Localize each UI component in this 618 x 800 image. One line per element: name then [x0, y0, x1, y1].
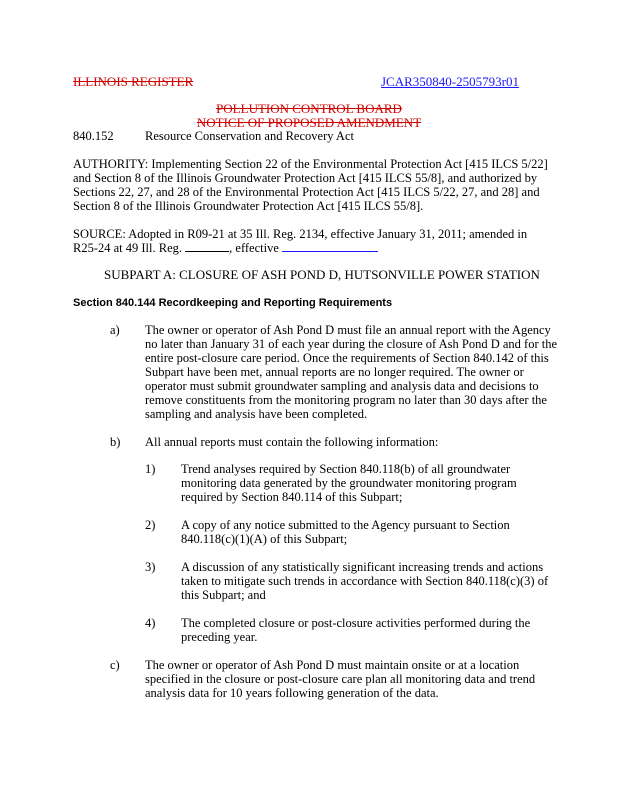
subitem-1-line-3: required by Section 840.114 of this Subpart;	[181, 490, 403, 504]
jcar-code[interactable]: JCAR350840-2505793r01	[381, 74, 519, 89]
subpart-title: SUBPART A: CLOSURE OF ASH POND D, HUTSONVILLE POWER STATION	[104, 267, 540, 282]
section-heading: Section 840.144 Recordkeeping and Reporting Requirements	[73, 297, 393, 309]
source-effective-text: , effective	[229, 241, 283, 255]
item-a-line-2: no later than January 31 of each year during the closure of Ash Pond D and for the	[145, 337, 558, 351]
authority-line-4: Section 8 of the Illinois Groundwater Protection Act [415 ILCS 55/8].	[73, 199, 424, 213]
subitem-4-line-1: The completed closure or post-closure activities performed during the	[181, 616, 531, 630]
item-a-line-6: remove constituents from the monitoring program no later than 30 days after the	[145, 393, 547, 407]
subitem-1-line-2: monitoring data generated by the groundwater monitoring program	[181, 476, 517, 490]
subitem-2-line-2: 840.118(c)(1)(A) of this Subpart;	[181, 532, 348, 546]
authority-line-3: Sections 22, 27, and 28 of the Environmental Protection Act [415 ILCS 5/22, 27, and 28] and	[73, 185, 540, 199]
register-title: ILLINOIS REGISTER	[73, 74, 194, 89]
subitem-2-line-1: A copy of any notice submitted to the Agency pursuant to Section	[181, 518, 510, 532]
subitem-4-line-2: preceding year.	[181, 630, 258, 644]
subitem-4-marker: 4)	[145, 616, 156, 630]
source-line-2	[73, 241, 378, 255]
subitem-1-marker: 1)	[145, 462, 156, 476]
effective-date-blank	[282, 251, 378, 252]
item-a-line-3: entire post-closure care period. Once the requirements of Section 840.142 of this	[145, 351, 549, 365]
notice-amendment: NOTICE OF PROPOSED AMENDMENT	[196, 115, 422, 130]
item-c-line-3: analysis data for 10 years following generation of the data.	[145, 686, 439, 700]
item-a-line-5: operator must submit groundwater sampling and analysis data and decisions to	[145, 379, 539, 393]
authority-line-1: AUTHORITY: Implementing Section 22 of the Environmental Protection Act [415 ILCS 5/22]	[73, 157, 548, 171]
item-a-marker: a)	[110, 323, 120, 337]
part-title: Resource Conservation and Recovery Act	[145, 129, 354, 143]
item-b-marker: b)	[110, 435, 121, 449]
source-line-1: SOURCE: Adopted in R09-21 at 35 Ill. Reg. 2134, effective January 31, 2011; amended in	[73, 227, 528, 241]
item-a-line-1: The owner or operator of Ash Pond D must file an annual report with the Agency	[145, 323, 551, 337]
source-reg-text: R25-24 at 49 Ill. Reg.	[73, 241, 186, 255]
subitem-3-marker: 3)	[145, 560, 156, 574]
item-a-line-4: Subpart have been met, annual reports are no longer required. The owner or	[145, 365, 524, 379]
item-b-line-1: All annual reports must contain the following information:	[145, 435, 439, 449]
subitem-2-marker: 2)	[145, 518, 156, 532]
part-number: 840.152	[73, 129, 114, 143]
item-c-line-2: specified in the closure or post-closure care plan all monitoring data and trend	[145, 672, 536, 686]
subitem-3-line-3: this Subpart; and	[181, 588, 266, 602]
notice-board: POLLUTION CONTROL BOARD	[216, 101, 402, 116]
subitem-3-line-1: A discussion of any statistically significant increasing trends and actions	[181, 560, 544, 574]
subitem-3-line-2: taken to mitigate such trends in accordance with Section 840.118(c)(3) of	[181, 574, 549, 588]
reg-page-blank	[185, 251, 229, 252]
item-c-line-1: The owner or operator of Ash Pond D must maintain onsite or at a location	[145, 658, 520, 672]
authority-line-2: and Section 8 of the Illinois Groundwater Protection Act [415 ILCS 55/8], and authorized by	[73, 171, 538, 185]
subitem-1-line-1: Trend analyses required by Section 840.118(b) of all groundwater	[181, 462, 511, 476]
item-c-marker: c)	[110, 658, 120, 672]
item-a-line-7: sampling and analysis have been completed.	[145, 407, 368, 421]
